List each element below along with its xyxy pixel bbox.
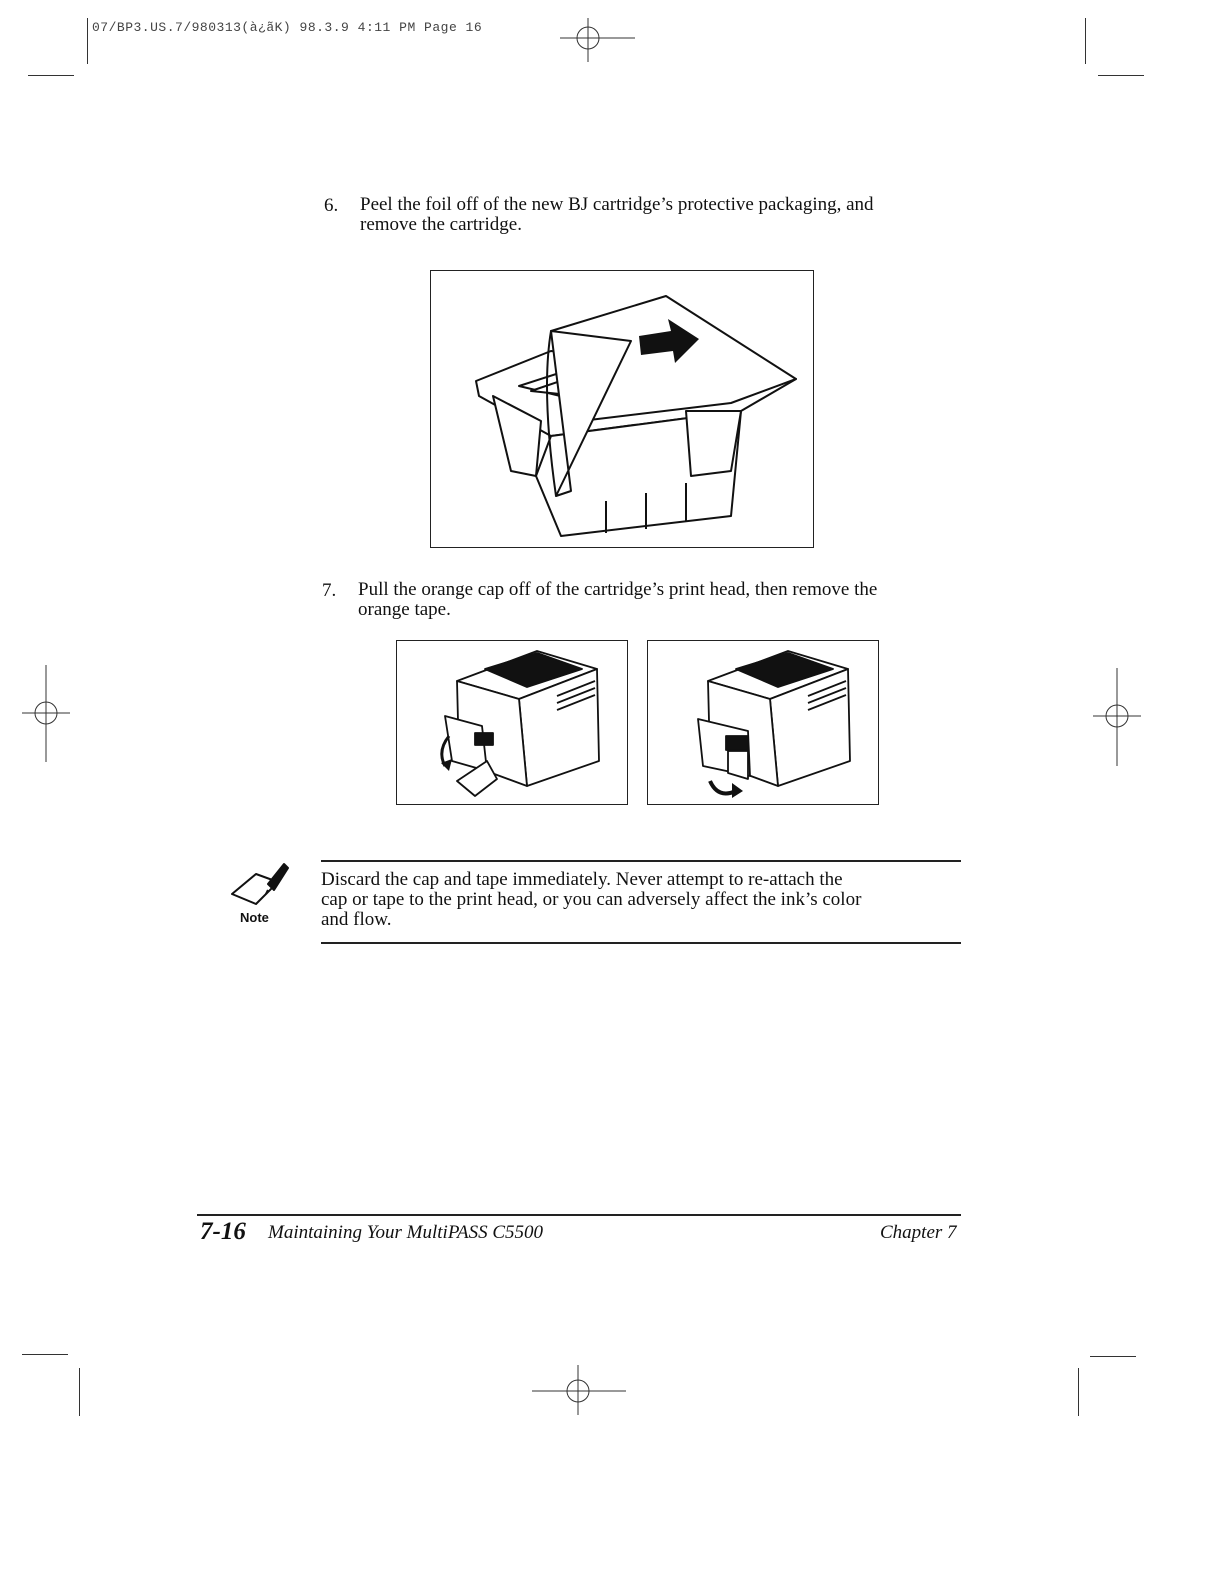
remove-tape-illustration — [647, 640, 879, 805]
note-text — [321, 870, 951, 930]
step-7-number: 7. — [322, 580, 337, 601]
step-7-line-1: Pull the orange cap off of the cartridge’s print head, then remove the — [358, 579, 878, 600]
step-6-text — [360, 195, 960, 235]
cartridge-tape-drawing — [648, 641, 878, 804]
note-top-rule — [321, 860, 961, 862]
print-slug-line: 07/BP3.US.7/980313(à¿ãK) 98.3.9 4:11 PM Page 16 — [92, 20, 483, 35]
pencil-note-icon — [228, 860, 290, 912]
remove-cap-illustration — [396, 640, 628, 805]
step-6-number: 6. — [324, 195, 339, 216]
note-icon-block — [228, 860, 290, 930]
note-line-2: cap or tape to the print head, or you can adversely affect the ink’s color — [321, 889, 862, 910]
note-line-1: Discard the cap and tape immediately. Never attempt to re-attach the — [321, 869, 843, 890]
step-6-line-1: Peel the foil off of the new BJ cartridge’s protective packaging, and — [360, 194, 874, 215]
cartridge-packaging-drawing — [431, 271, 813, 547]
step-7-line-2: orange tape. — [358, 599, 451, 620]
peel-foil-illustration — [430, 270, 814, 548]
footer-rule — [197, 1214, 961, 1216]
footer-book-title: Maintaining Your MultiPASS C5500 — [268, 1222, 544, 1243]
note-bottom-rule — [321, 942, 961, 944]
step-6-line-2: remove the cartridge. — [360, 214, 522, 235]
cartridge-cap-drawing — [397, 641, 627, 804]
step-7-text — [358, 580, 958, 620]
footer-page-number: 7-16 — [200, 1218, 246, 1245]
note-label: Note — [240, 910, 269, 925]
footer-chapter: Chapter 7 — [880, 1222, 957, 1243]
note-line-3: and flow. — [321, 909, 392, 930]
